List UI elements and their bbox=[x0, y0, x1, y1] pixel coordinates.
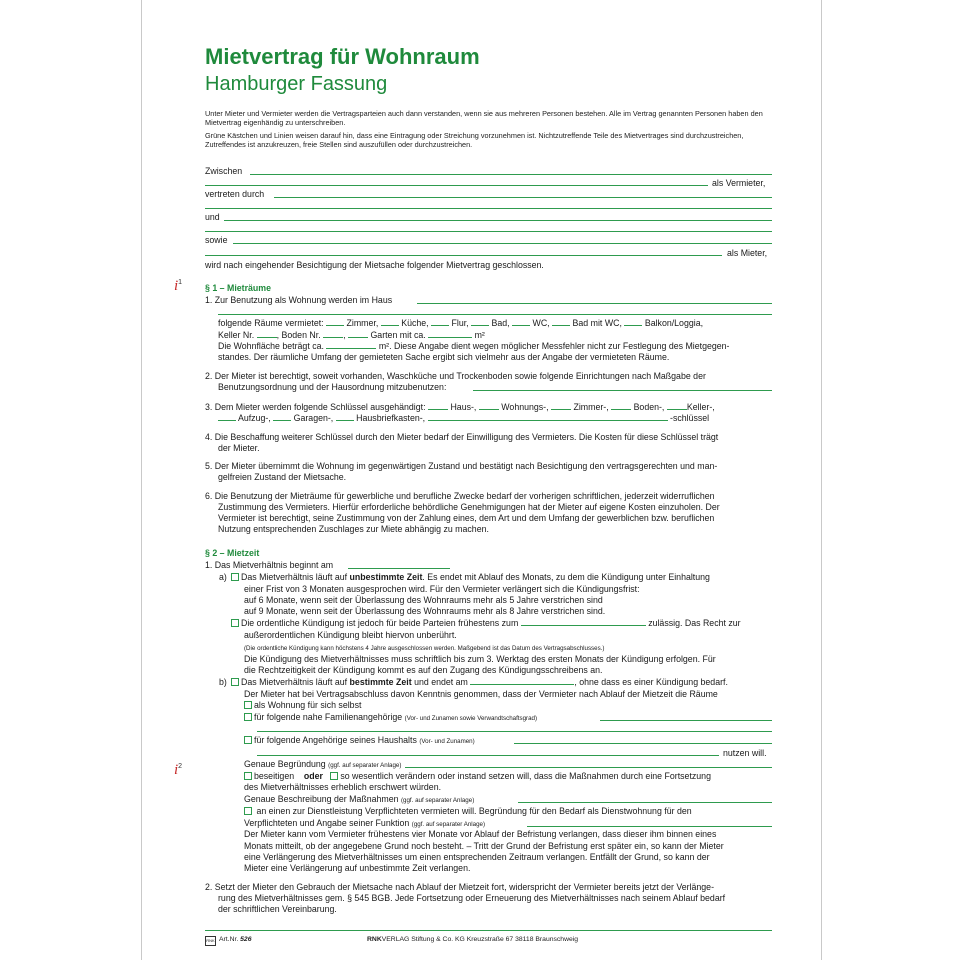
intro-paragraph-2: Grüne Kästchen und Linien weisen darauf hin, dass eine Eintragung oder Streichung vorzunehmen ist. Nichtzutreffende Teile des Mietvertrages sind durchzustreichen, Zutreffendes ist anzukreuzen, freie Stellen sind auszufüllen oder durchzustreichen. bbox=[205, 131, 744, 150]
fruehestens-datum-field[interactable] bbox=[521, 625, 646, 626]
b1-text: Das Mietverhältnis läuft auf bbox=[241, 677, 350, 687]
wohnung-key-field[interactable] bbox=[479, 409, 499, 410]
s2-b15: eine Verlängerung des Mietverhältnisses um einen entsprechenden Zeitraum verlangen. Entfällt der Grund, so kann der bbox=[244, 852, 710, 862]
b3-text: als Wohnung für sich selbst bbox=[254, 700, 362, 710]
funktion-field[interactable] bbox=[527, 826, 772, 827]
label-zwischen: Zwischen bbox=[205, 166, 243, 176]
b1-text-mid: und endet am bbox=[411, 677, 468, 687]
garagen-key-field[interactable] bbox=[273, 420, 291, 421]
wohnflaeche-text: m². Diese Angabe dient wegen möglicher Messfehler nicht zur Festlegung des Mietgegen- bbox=[378, 341, 730, 351]
eigenbedarf-checkbox[interactable] bbox=[244, 701, 252, 709]
haus-key-label: Haus-, bbox=[450, 402, 477, 412]
garagen-key-label: Garagen-, bbox=[293, 413, 334, 423]
a5-text: Die ordentliche Kündigung ist jedoch für beide Parteien frühestens zum bbox=[241, 618, 519, 628]
b8-text-b: so wesentlich verändern oder instand setzen will, dass die Maßnahmen durch eine Fortsetzung bbox=[340, 771, 711, 781]
a1-bold: unbestimmte Zeit bbox=[349, 572, 423, 582]
section-1-heading: § 1 – Mieträume bbox=[205, 283, 272, 293]
footer-art-nr bbox=[219, 936, 252, 943]
vermieter-name-field[interactable] bbox=[250, 174, 772, 175]
m2-label: m² bbox=[474, 330, 485, 340]
s2-b6: nutzen will. bbox=[723, 748, 767, 758]
label-als-mieter: als Mieter, bbox=[727, 248, 768, 258]
b5-note: (Vor- und Zunamen) bbox=[419, 738, 475, 745]
s2-b-label: b) bbox=[219, 677, 227, 687]
b4-text: für folgende nahe Familienangehörige bbox=[254, 712, 403, 722]
s2-b16: Mieter eine Verlängerung auf unbestimmte Zeit verlangen. bbox=[244, 863, 471, 873]
familienangehoerige-field[interactable] bbox=[600, 720, 772, 721]
s1-p6-d: Nutzung entsprechenden Zuschlages zur Miete abhängig zu machen. bbox=[218, 524, 489, 534]
zimmer-key-label: Zimmer-, bbox=[573, 402, 609, 412]
bad-wc-count-field[interactable] bbox=[552, 325, 570, 326]
veraendern-checkbox[interactable] bbox=[330, 772, 338, 780]
s2-a3: auf 6 Monate, wenn seit der Überlassung des Wohnraums mehr als 5 Jahre verstrichen sind bbox=[244, 595, 603, 605]
haus-field-2[interactable] bbox=[218, 314, 772, 315]
keller-line: Keller Nr. , Boden Nr. , Garten mit ca. m² bbox=[218, 330, 485, 340]
s1-p1-a: 1. Zur Benutzung als Wohnung werden im Haus bbox=[205, 295, 393, 305]
bad-label: Bad, bbox=[491, 318, 510, 328]
boden-label: Boden Nr. bbox=[281, 330, 321, 340]
b8-text-a: beseitigen bbox=[254, 771, 295, 781]
flur-label: Flur, bbox=[451, 318, 469, 328]
familienangehoerige-checkbox[interactable] bbox=[244, 713, 252, 721]
haushaltsangehoerige-field-2[interactable] bbox=[257, 755, 719, 756]
s2-b9: des Mietverhältnisses erheblich erschwert würden. bbox=[244, 782, 442, 792]
briefkasten-key-label: Hausbriefkasten-, bbox=[356, 413, 426, 423]
s2-a4: auf 9 Monate, wenn seit der Überlassung des Wohnraums mehr als 8 Jahre verstrichen sind. bbox=[244, 606, 606, 616]
info-icon-1[interactable]: $i^1$ bbox=[174, 278, 183, 294]
mietbeginn-field[interactable] bbox=[348, 568, 450, 569]
rooms-line bbox=[218, 318, 703, 329]
s1-p5-a: 5. Der Mieter übernimmt die Wohnung im gegenwärtigen Zustand und bestätigt nach Besichtigung den vertragsgerechten und man- bbox=[205, 461, 718, 471]
s2-a5-line bbox=[231, 618, 741, 629]
unbestimmte-zeit-checkbox[interactable] bbox=[231, 573, 239, 581]
s2-b3-line bbox=[244, 700, 361, 711]
label-als-vermieter: als Vermieter, bbox=[712, 178, 766, 188]
vertreter-field-2[interactable] bbox=[205, 208, 772, 209]
s2-a2: einer Frist von 3 Monaten ausgesprochen wird. Für den Vermieter verlängert sich die Kündigungsfrist: bbox=[244, 584, 640, 594]
keller-key-field[interactable] bbox=[667, 409, 687, 410]
flur-count-field[interactable] bbox=[431, 325, 449, 326]
zimmer-key-field[interactable] bbox=[551, 409, 571, 410]
mieter-2-field[interactable] bbox=[233, 243, 772, 244]
wc-label: WC, bbox=[532, 318, 550, 328]
s2-b5-line bbox=[244, 735, 475, 747]
s1-p1-e: standes. Der räumliche Umfang der gemieteten Sache ergibt sich vielmehr aus der Angabe der vermieteten Räume. bbox=[218, 352, 670, 362]
s2-a6: außerordentlichen Kündigung bleibt hiervon unberührt. bbox=[244, 630, 457, 640]
b7-text: Genaue Begründung bbox=[244, 759, 326, 769]
s2-b2: Der Mieter hat bei Vertragsabschluss davon Kenntnis genommen, dass der Vermieter nach Ablauf der Mietzeit die Räume bbox=[244, 689, 718, 699]
other-key-field[interactable] bbox=[428, 420, 668, 421]
b7-note: (ggf. auf separater Anlage) bbox=[328, 762, 402, 769]
keller-key-label: Keller-, bbox=[686, 402, 715, 412]
s1-p2-a: 2. Der Mieter ist berechtigt, soweit vorhanden, Waschküche und Trockenboden sowie folgende Einrichtungen nach Maßgabe der bbox=[205, 371, 706, 381]
s2-a9: die Rechtzeitigkeit der Kündigung kommt es auf den Zugang des Kündigungsschreibens an. bbox=[244, 665, 603, 675]
keys-line-2 bbox=[218, 413, 709, 424]
bestimmte-zeit-checkbox[interactable] bbox=[231, 678, 239, 686]
b11-text: an einen zur Dienstleistung Verpflichteten vermieten will. Begründung für den Bedarf als Dienstwohnung für den bbox=[256, 806, 692, 816]
garten-check-field[interactable] bbox=[348, 337, 368, 338]
page-title: Mietvertrag für Wohnraum bbox=[205, 44, 480, 69]
footer-rule bbox=[205, 930, 772, 931]
contract-statement: wird nach eingehender Besichtigung der Mietsache folgender Mietvertrag geschlossen. bbox=[205, 260, 544, 270]
haus-field[interactable] bbox=[417, 303, 772, 304]
massnahmen-field[interactable] bbox=[518, 802, 772, 803]
b5-text: für folgende Angehörige seines Haushalts bbox=[254, 735, 417, 745]
a1-text-post: . Es endet mit Ablauf des Monats, zu dem die Kündigung unter Einhaltung bbox=[422, 572, 710, 582]
haushaltsangehoerige-field[interactable] bbox=[514, 743, 772, 744]
familienangehoerige-field-2[interactable] bbox=[257, 731, 772, 732]
vermieter-address-field[interactable] bbox=[205, 185, 708, 186]
wohnflaeche-line bbox=[218, 341, 729, 352]
s2-b14: Monats mitteilt, ob der angegebene Grund noch besteht. – Tritt der Grund der Befristung erst später ein, so kann der Mieter bbox=[244, 841, 724, 851]
s2-b10-line bbox=[244, 794, 474, 806]
b10-note: (ggf. auf separater Anlage) bbox=[400, 797, 475, 804]
footer-publisher bbox=[367, 936, 578, 943]
schluessel-suffix: -schlüssel bbox=[670, 413, 710, 423]
s2-b11-line bbox=[244, 806, 692, 817]
s2-b13: Der Mieter kann vom Vermieter frühestens vier Monate vor Ablauf der Befristung verlangen, dass dieser ihm binnen eines bbox=[244, 829, 717, 839]
boden-key-label: Boden-, bbox=[633, 402, 665, 412]
section-2-heading: § 2 – Mietzeit bbox=[205, 548, 260, 558]
wc-count-field[interactable] bbox=[512, 325, 530, 326]
wohnflaeche-label: Die Wohnfläche beträgt ca. bbox=[218, 341, 324, 351]
s2-p2-c: der schriftlichen Vereinbarung. bbox=[218, 904, 337, 914]
aufzug-key-field[interactable] bbox=[218, 420, 236, 421]
s1-p6-a: 6. Die Benutzung der Mieträume für gewerbliche und berufliche Zwecke bedarf der vorherigen schriftlichen, jederzeit widerruflichen bbox=[205, 491, 715, 501]
bad-count-field[interactable] bbox=[471, 325, 489, 326]
s2-b8-line bbox=[244, 771, 711, 782]
kueche-label: Küche, bbox=[401, 318, 429, 328]
b4-note: (Vor- und Zunamen sowie Verwandtschaftsgrad) bbox=[404, 715, 538, 722]
zimmer-label: Zimmer, bbox=[346, 318, 379, 328]
intro-paragraph-1: Unter Mieter und Vermieter werden die Vertragsparteien auch dann verstanden, wenn sie aus mehreren Personen bestehen. Alle im Vertrag genannten Personen haben den Mietvertrag eigenhändig zu unterschreiben. bbox=[205, 109, 763, 128]
s2-a8: Die Kündigung des Mietverhältnisses muss schriftlich bis zum 3. Werktag des ersten Monats der Kündigung erfolgen. Für bbox=[244, 654, 716, 664]
s2-b1-line bbox=[231, 677, 728, 688]
garten-size-field[interactable] bbox=[428, 337, 472, 338]
haushaltsangehoerige-checkbox[interactable] bbox=[244, 736, 252, 744]
a1-text: Das Mietverhältnis läuft auf bbox=[241, 572, 350, 582]
rooms-label: folgende Räume vermietet: bbox=[218, 318, 324, 328]
s1-p4-b: der Mieter. bbox=[218, 443, 260, 453]
b12-text: Verpflichteten und Angabe seiner Funktion bbox=[244, 818, 410, 828]
zimmer-count-field[interactable] bbox=[326, 325, 344, 326]
footer-logo bbox=[205, 936, 216, 946]
wohnflaeche-field[interactable] bbox=[326, 348, 376, 349]
b8-oder: oder bbox=[303, 771, 323, 781]
kuendigungsausschluss-checkbox[interactable] bbox=[231, 619, 239, 627]
b10-text: Genaue Beschreibung der Maßnahmen bbox=[244, 794, 399, 804]
mieter-2-field-2[interactable] bbox=[205, 255, 722, 256]
einrichtungen-field[interactable] bbox=[473, 390, 772, 391]
boden-key-field[interactable] bbox=[611, 409, 631, 410]
s1-p5-b: gelfreien Zustand der Mietsache. bbox=[218, 472, 347, 482]
beseitigen-checkbox[interactable] bbox=[244, 772, 252, 780]
s1-p4-a: 4. Die Beschaffung weiterer Schlüssel durch den Mieter bedarf der Einwilligung des Vermieters. Die Kosten für diese Schlüssel trägt bbox=[205, 432, 719, 442]
s1-p2-b: Benutzungsordnung und der Hausordnung mitzubenutzen: bbox=[218, 382, 447, 392]
wohnung-key-label: Wohnungs-, bbox=[501, 402, 549, 412]
vertreter-field[interactable] bbox=[274, 197, 772, 198]
mieter-1-field-2[interactable] bbox=[205, 231, 772, 232]
a5-text-post: zulässig. Das Recht zur bbox=[648, 618, 741, 628]
publisher-bold: RNK bbox=[367, 936, 382, 943]
s2-b7-line bbox=[244, 759, 401, 771]
b1-bold: bestimmte Zeit bbox=[349, 677, 412, 687]
dienstwohnung-checkbox[interactable] bbox=[244, 807, 252, 815]
aufzug-key-label: Aufzug-, bbox=[237, 413, 271, 423]
info-icon-2[interactable]: $i^2$ bbox=[174, 762, 183, 778]
balkon-count-field[interactable] bbox=[624, 325, 642, 326]
label-sowie: sowie bbox=[205, 235, 228, 245]
s2-b4-line bbox=[244, 712, 537, 724]
briefkasten-key-field[interactable] bbox=[336, 420, 354, 421]
publisher-text: VERLAG Stiftung & Co. KG Kreuzstraße 67 38118 Braunschweig bbox=[381, 936, 579, 943]
bad-wc-label: Bad mit WC, bbox=[572, 318, 622, 328]
begruendung-field[interactable] bbox=[405, 767, 772, 768]
s1-p6-b: Zustimmung des Vermieters. Hierfür erforderliche behördliche Genehmigungen hat der Mieter auf eigene Kosten einzuholen. Der bbox=[218, 502, 720, 512]
b12-note: (ggf. auf separater Anlage) bbox=[411, 821, 486, 828]
s2-a-label: a) bbox=[219, 572, 227, 582]
art-label: Art.Nr. bbox=[219, 936, 241, 943]
s2-p1: 1. Das Mietverhältnis beginnt am bbox=[205, 560, 334, 570]
keller-label: Keller Nr. bbox=[218, 330, 255, 340]
mieter-1-field[interactable] bbox=[224, 220, 772, 221]
art-number: 526 bbox=[240, 936, 252, 943]
s2-p2-a: 2. Setzt der Mieter den Gebrauch der Mietsache nach Ablauf der Mietzeit fort, widerspricht der Vermieter bereits jetzt der Verlänge- bbox=[205, 882, 714, 892]
haus-key-field[interactable] bbox=[428, 409, 448, 410]
s1-p6-c: Vermieter ist berechtigt, seine Zustimmung von der Zahlung eines, dem Art und dem Umfang der gewerblichen bzw. beruflichen bbox=[218, 513, 715, 523]
keller-nr-field[interactable] bbox=[257, 337, 277, 338]
keys-line-1 bbox=[205, 402, 715, 413]
rnk-logo-icon: RNK bbox=[205, 936, 216, 946]
s2-a1-line bbox=[231, 572, 710, 583]
keys-label: 3. Dem Mieter werden folgende Schlüssel ausgehändigt: bbox=[205, 402, 426, 412]
s2-a7-note: (Die ordentliche Kündigung kann höchstens 4 Jahre ausgeschlossen werden. Maßgebend ist das Datum des Vertragsabschlusses.) bbox=[244, 645, 605, 652]
balkon-label: Balkon/Loggia, bbox=[644, 318, 704, 328]
mietende-field[interactable] bbox=[470, 684, 574, 685]
label-und: und bbox=[205, 212, 220, 222]
label-vertreten-durch: vertreten durch bbox=[205, 189, 265, 199]
garten-label: Garten mit ca. bbox=[370, 330, 426, 340]
boden-nr-field[interactable] bbox=[323, 337, 343, 338]
page-subtitle: Hamburger Fassung bbox=[205, 73, 388, 95]
kueche-count-field[interactable] bbox=[381, 325, 399, 326]
b1-text-post: , ohne dass es einer Kündigung bedarf. bbox=[574, 677, 728, 687]
s2-p2-b: rung des Mietverhältnisses gem. § 545 BGB. Jede Fortsetzung oder Erneuerung des Mietverhältnisses nach seinem Ablauf bedarf bbox=[218, 893, 726, 903]
